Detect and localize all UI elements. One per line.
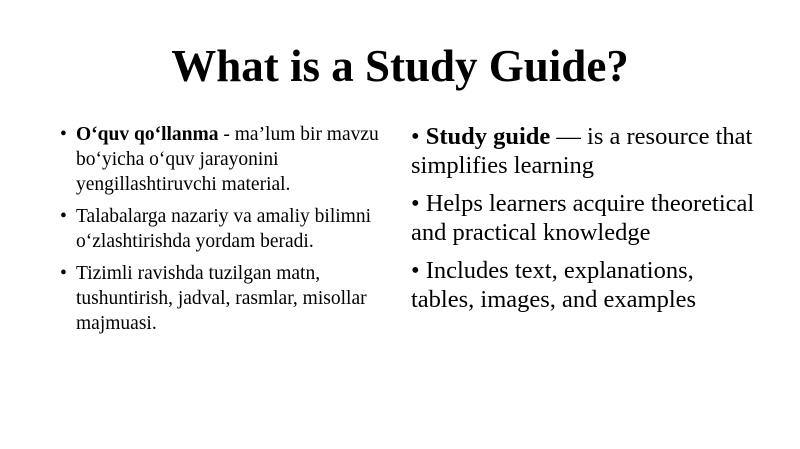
bullet-text: Talabalarga nazariy va amaliy bilimni o‘zlashtirishda yordam beradi. [76, 206, 371, 252]
bullet-marker: • [60, 124, 67, 145]
bullet-text: - ma’lum bir mavzu bo‘yicha o‘quv jarayonini yengillashtiruvchi material. [76, 124, 379, 195]
bullet-text: Tizimli ravishda tuzilgan matn, tushuntirish, jadval, rasmlar, misollar majmuasi. [76, 263, 367, 334]
bullet-marker: • [60, 206, 67, 227]
bullet-marker: • [411, 257, 426, 284]
right-bullet-item [411, 189, 756, 247]
bullet-term: O‘quv qo‘llanma [76, 124, 219, 145]
bullet-text: Helps learners acquire theoretical and practical knowledge [411, 190, 755, 246]
left-bullet-list [60, 122, 390, 343]
left-bullet-item [60, 204, 390, 254]
left-bullet-item [60, 122, 390, 197]
bullet-marker: • [411, 190, 426, 217]
right-bullet-item [411, 256, 756, 314]
slide-title: What is a Study Guide? [171, 41, 629, 91]
bullet-text: — is a resource that simplifies learning [411, 123, 753, 179]
bullet-text: Includes text, explanations, tables, images, and examples [411, 257, 697, 313]
bullet-marker: • [60, 263, 67, 284]
right-bullet-list [411, 122, 756, 323]
bullet-term: Study guide [425, 123, 551, 150]
bullet-marker: • [411, 123, 426, 150]
left-bullet-item [60, 261, 390, 336]
right-bullet-item [411, 122, 756, 180]
